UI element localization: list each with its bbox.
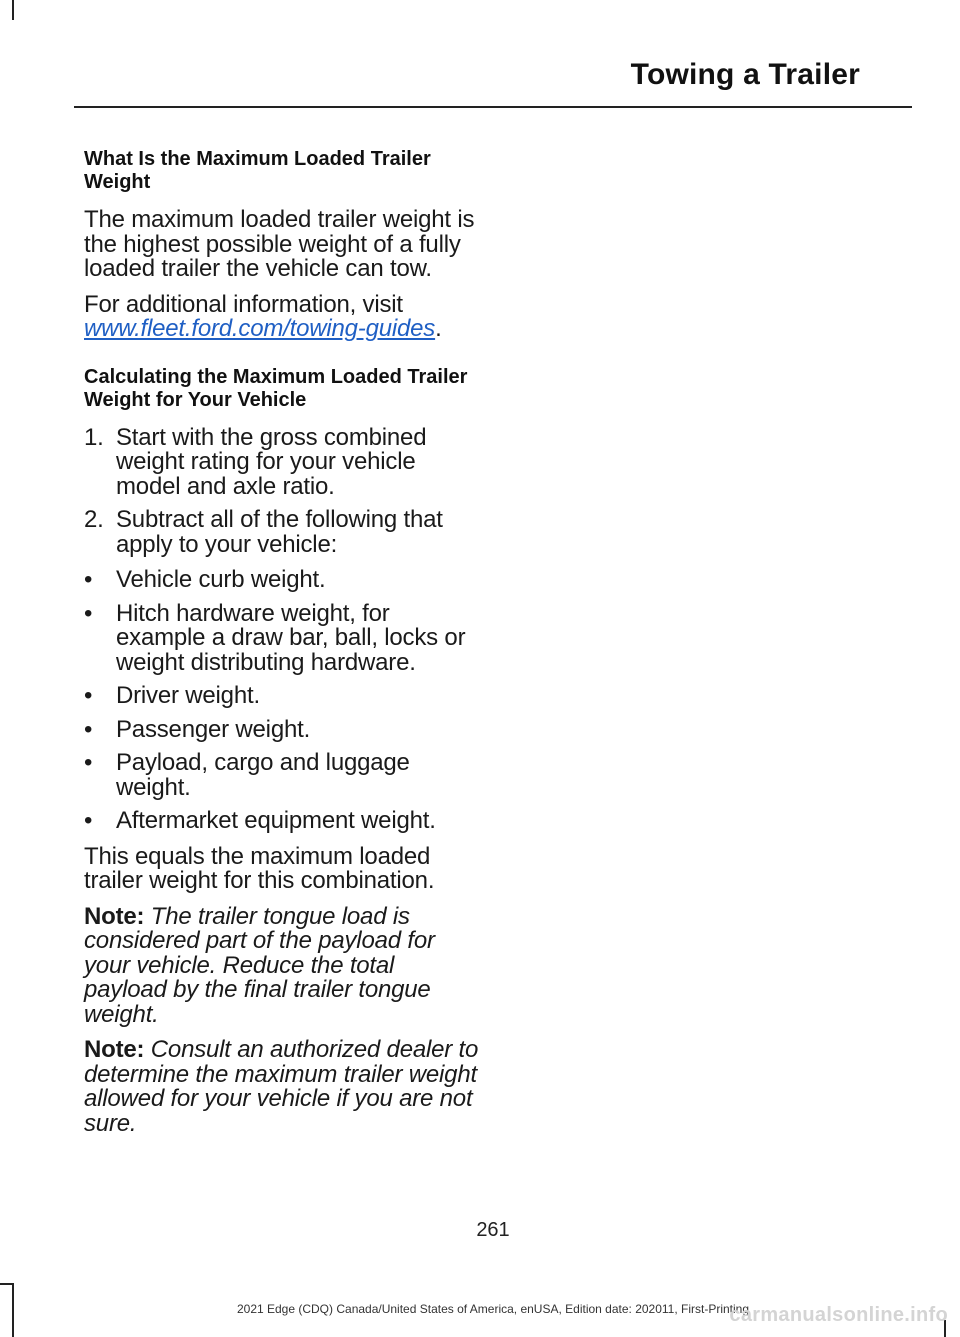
info-suffix: . (435, 315, 442, 342)
footer-edition-info: 2021 Edge (CDQ) Canada/United States of America, enUSA, Edition date: 202011, First-Printing (236, 1302, 750, 1316)
main-content (84, 148, 479, 1147)
page-title: Towing a Trailer (630, 58, 860, 91)
bullet-icon: • (84, 749, 93, 776)
paragraph-info (84, 290, 479, 342)
bullet-list (84, 568, 479, 834)
list-item (84, 508, 479, 557)
info-prefix: For additional information, visit (84, 290, 403, 318)
steps-list (84, 423, 479, 558)
list-item (84, 809, 479, 834)
towing-guides-link[interactable]: www.fleet.ford.com/towing-guides (84, 315, 436, 342)
bullet-text: Passenger weight. (116, 715, 311, 743)
step-text: Subtract all of the following that apply to your vehicle: (116, 506, 443, 558)
list-item (84, 599, 479, 676)
watermark: carmanualsonline.info (729, 1304, 948, 1326)
list-item (84, 715, 479, 743)
list-item (84, 684, 479, 709)
note-label: Note: (84, 902, 145, 930)
page-header (74, 58, 912, 92)
bullet-icon: • (84, 715, 93, 743)
bullet-icon: • (84, 566, 93, 593)
step-number: 2. (84, 506, 104, 533)
bullet-icon: • (84, 682, 93, 709)
note-consult-dealer (84, 1038, 479, 1136)
note-text: Consult an authorized dealer to determine the maximum trailer weight allowed for your vehicle if you are not sure. (84, 1036, 479, 1137)
bullet-text: Vehicle curb weight. (116, 566, 326, 593)
page-number: 261 (476, 1219, 510, 1241)
step-text: Start with the gross combined weight rating for your vehicle model and axle ratio. (116, 423, 427, 500)
note-label: Note: (84, 1036, 145, 1063)
list-item (84, 568, 479, 593)
section-heading-max-trailer-weight: What Is the Maximum Loaded Trailer Weight (84, 148, 431, 193)
crop-mark-bottom-left-h (0, 1283, 14, 1285)
bullet-text: Hitch hardware weight, for example a draw bar, ball, locks or weight distributing hardware. (116, 599, 466, 676)
step-number: 1. (84, 423, 104, 451)
note-tongue-load (84, 902, 479, 1028)
section-heading-calculating: Calculating the Maximum Loaded Trailer Weight for Your Vehicle (84, 365, 468, 411)
bullet-text: Payload, cargo and luggage weight. (116, 749, 410, 801)
header-rule (74, 106, 912, 108)
bullet-icon: • (84, 807, 93, 834)
crop-mark-top-left (12, 0, 14, 20)
bullet-icon: • (84, 599, 93, 627)
bullet-text: Aftermarket equipment weight. (116, 807, 436, 834)
note-text: The trailer tongue load is considered part of the payload for your vehicle. Reduce the total payload by the final trailer tongue weight. (84, 902, 435, 1028)
paragraph-definition: The maximum loaded trailer weight is the highest possible weight of a fully loaded trailer the vehicle can tow. (84, 206, 475, 282)
paragraph-conclusion: This equals the maximum loaded trailer weight for this combination. (84, 842, 435, 894)
list-item (84, 423, 479, 500)
list-item (84, 751, 479, 800)
bullet-text: Driver weight. (116, 682, 260, 709)
